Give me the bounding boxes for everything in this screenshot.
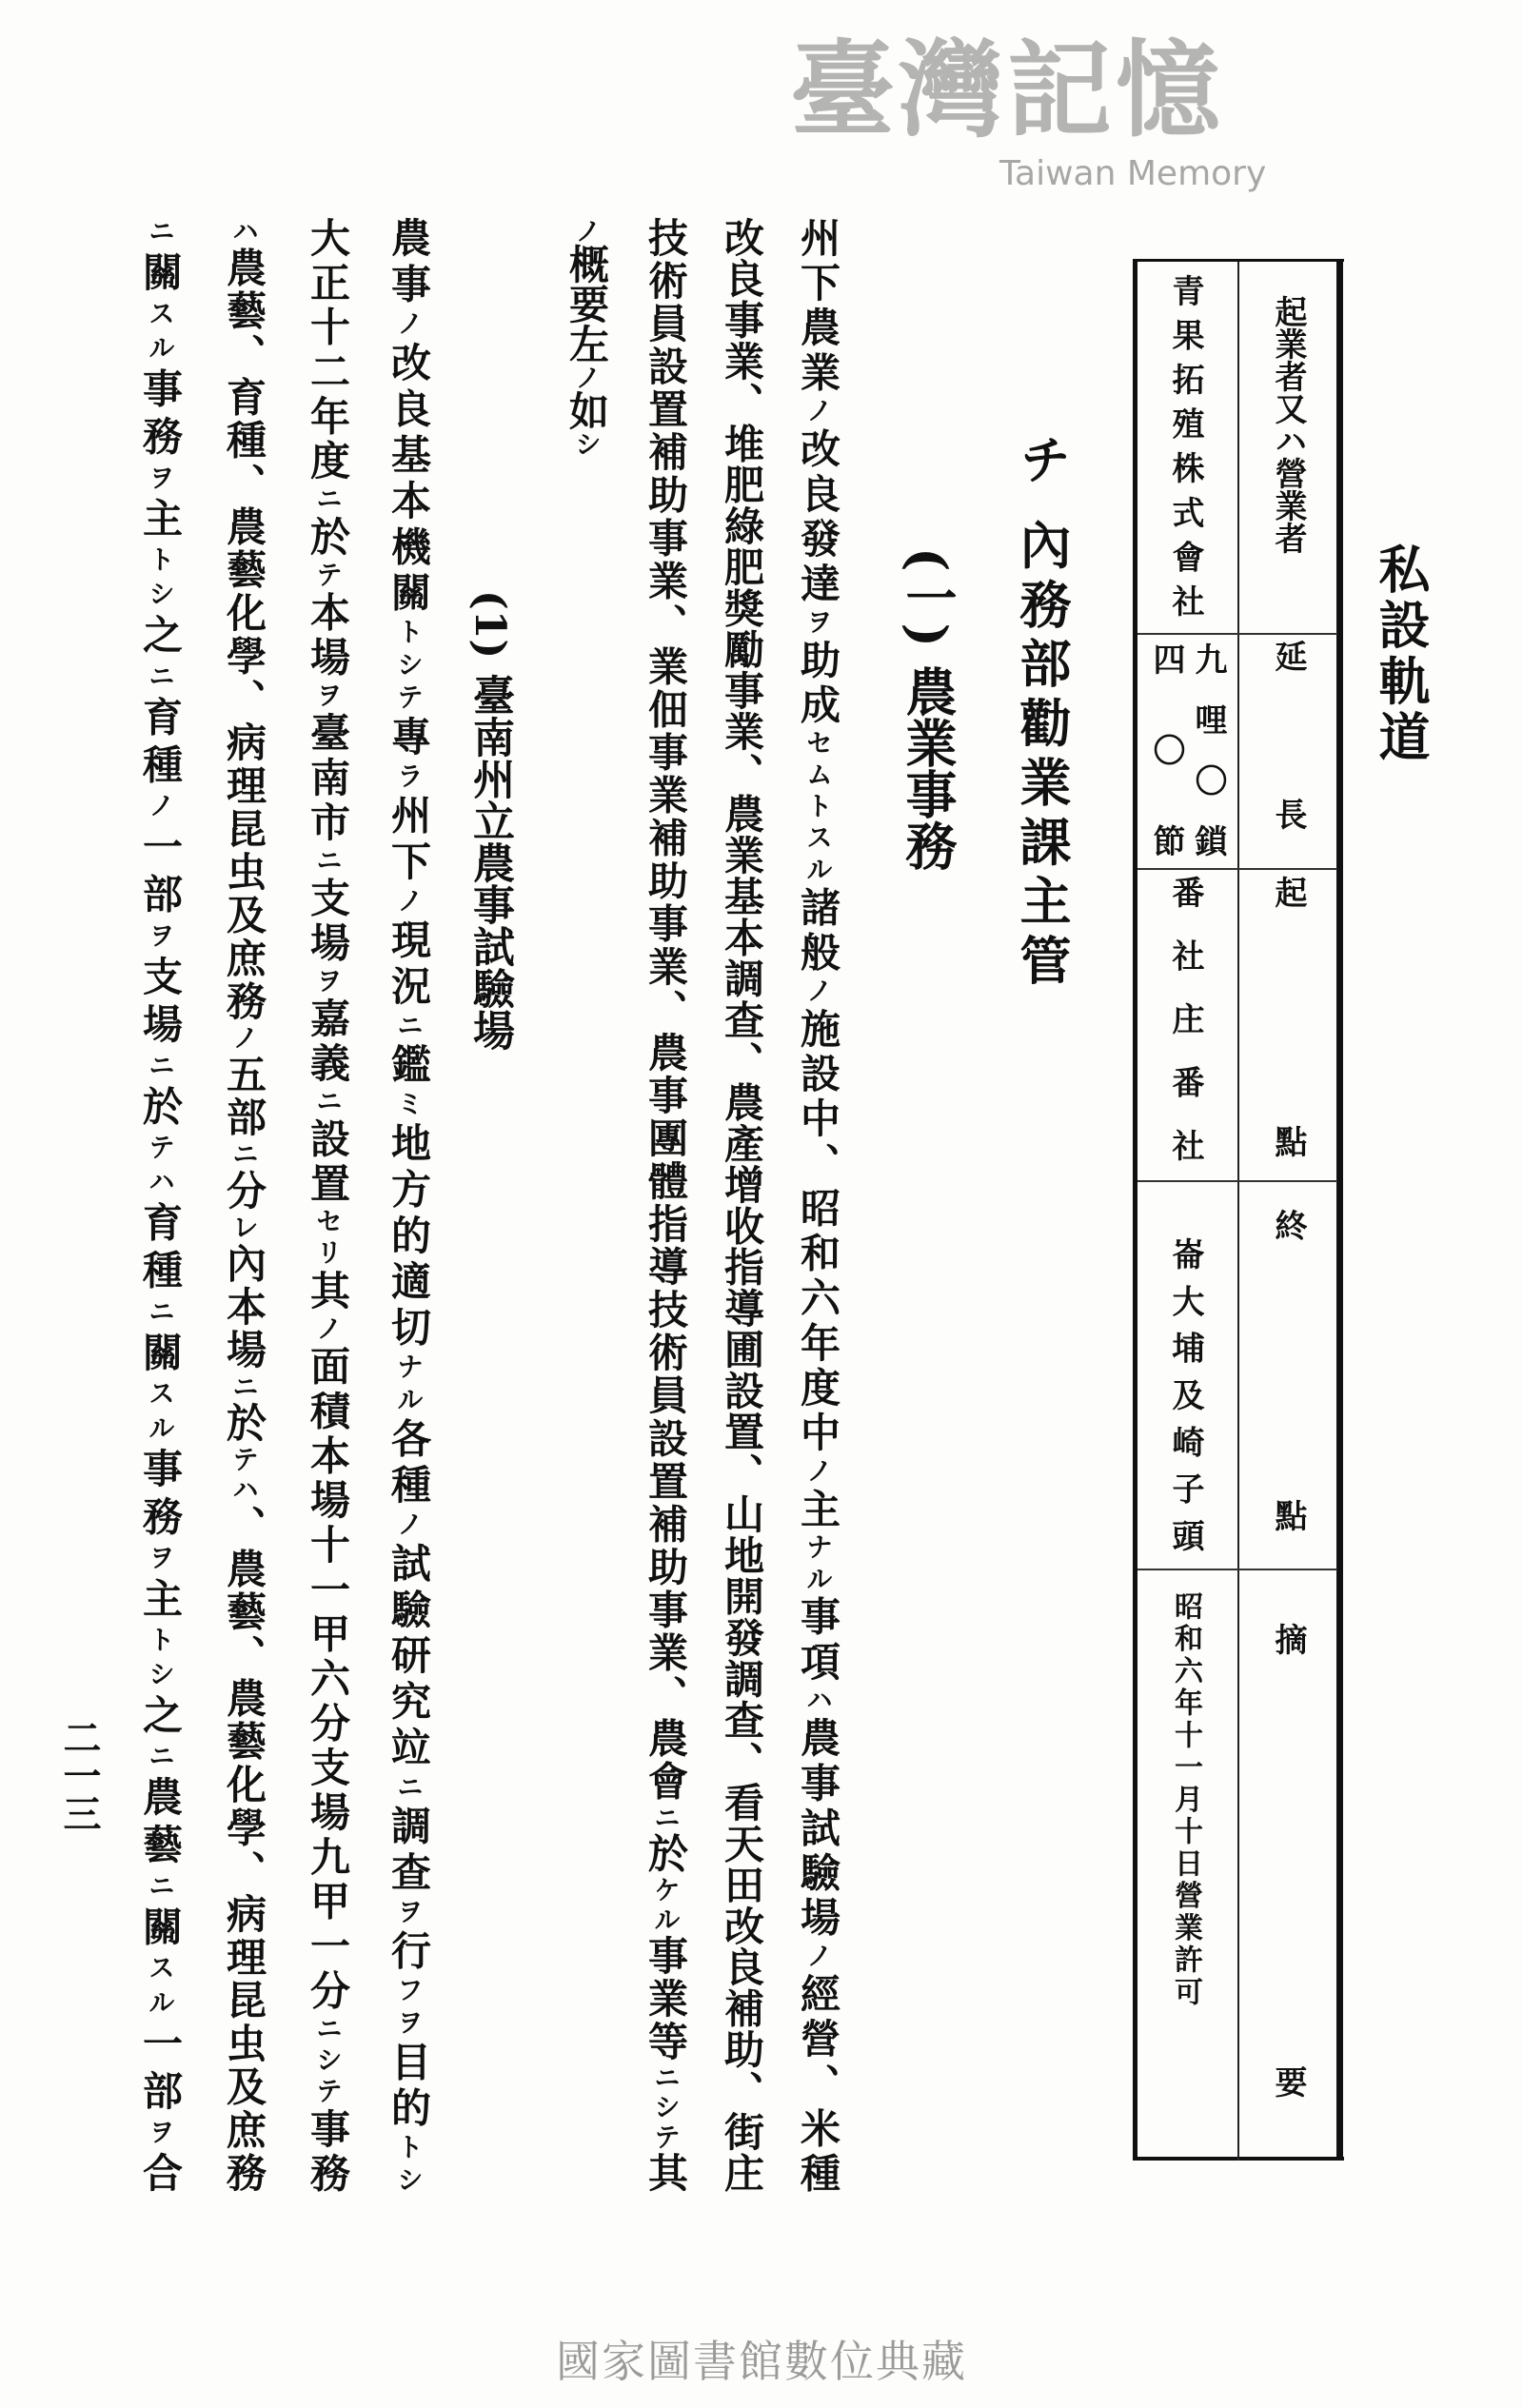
footer-credit: 國家圖書館數位典藏 bbox=[556, 2336, 967, 2387]
body-column: 大正十二年度ニ於テ本場ヲ臺南市ニ支場ヲ嘉義ニ設置セリ其ノ面積本場十一甲六分支場九甲一分ニシテ事務 bbox=[305, 217, 351, 2193]
header-start: 起 bbox=[1269, 876, 1307, 908]
section-heading: (一) 農業事務 bbox=[898, 547, 959, 871]
value-operator: 青果拓殖株式會社 bbox=[1166, 274, 1204, 617]
intro-column: ノ概要左ノ如シ bbox=[564, 217, 610, 457]
value-start: 番社庄番社 bbox=[1166, 876, 1204, 1161]
table-row-divider bbox=[1137, 1180, 1337, 1182]
header-operator: 起業者又ハ營業者 bbox=[1269, 295, 1307, 554]
header-start-2: 點 bbox=[1269, 1125, 1307, 1157]
value-length-a: 九哩〇鎖 bbox=[1189, 642, 1227, 857]
table-row-divider bbox=[1137, 1569, 1337, 1570]
body-column: ニ關スル事務ヲ主トシ之ニ育種ノ一部ヲ支場ニ於テハ育種ニ關スル事務ヲ主トシ之ニ農藝ニ關スル一部ヲ合 bbox=[137, 217, 184, 2193]
table-border-left bbox=[1133, 259, 1137, 2161]
subsection-heading: (1) 臺南州立農事試驗場 bbox=[465, 590, 514, 1051]
table-border-right bbox=[1336, 259, 1343, 2161]
page-heading: 私設軌道 bbox=[1371, 543, 1432, 761]
value-end: 崙大埔及崎子頭 bbox=[1166, 1237, 1204, 1551]
header-length: 延長 bbox=[1269, 640, 1307, 830]
department-heading: チ 內務部勸業課主管 bbox=[1012, 433, 1073, 985]
table-column-divider bbox=[1237, 262, 1239, 2161]
intro-column: 改良事業、堆肥綠肥獎勵事業、農業基本調查、農產增收指導圃設置、山地開發調查、看天田改良補助、街庄 bbox=[719, 217, 765, 2193]
page-number: 二一三 bbox=[57, 1718, 102, 1832]
table-border-bottom bbox=[1135, 2157, 1344, 2161]
intro-column: 技術員設置補助事業、業佃事業補助事業、農事團體指導技術員設置補助事業、農會ニ於ケル事業等ニシテ其 bbox=[643, 217, 689, 2193]
table-border-top bbox=[1135, 259, 1344, 262]
intro-column: 州下農業ノ改良發達ヲ助成セムトスル諸般ノ施設中、昭和六年度中ノ主ナル事項ハ農事試驗場ノ經營、米種 bbox=[795, 217, 841, 2193]
value-length-b: 四〇節 bbox=[1147, 642, 1185, 857]
table-row-divider bbox=[1137, 868, 1337, 870]
watermark-logo: 臺灣記憶 bbox=[790, 29, 1224, 151]
body-column: ハ農藝、育種、農藝化學、病理昆虫及庶務ノ五部ニ分レ內本場ニ於テハ、農藝、農藝化學、病理昆虫及庶務 bbox=[221, 217, 267, 2193]
header-end-2: 點 bbox=[1269, 1499, 1307, 1531]
value-remarks: 昭和六年十一月十日營業許可 bbox=[1169, 1591, 1202, 2005]
body-column: 農事ノ改良基本機關トシテ專ラ州下ノ現況ニ鑑ミ地方的適切ナル各種ノ試驗研究竝ニ調查ヲ行フヲ目的トシ bbox=[386, 217, 432, 2193]
header-end: 終 bbox=[1269, 1209, 1307, 1241]
header-remarks: 摘 bbox=[1269, 1623, 1307, 1655]
watermark-latin: Taiwan Memory bbox=[999, 154, 1267, 193]
table-row-divider bbox=[1137, 633, 1337, 635]
header-remarks-2: 要 bbox=[1269, 2065, 1307, 2098]
